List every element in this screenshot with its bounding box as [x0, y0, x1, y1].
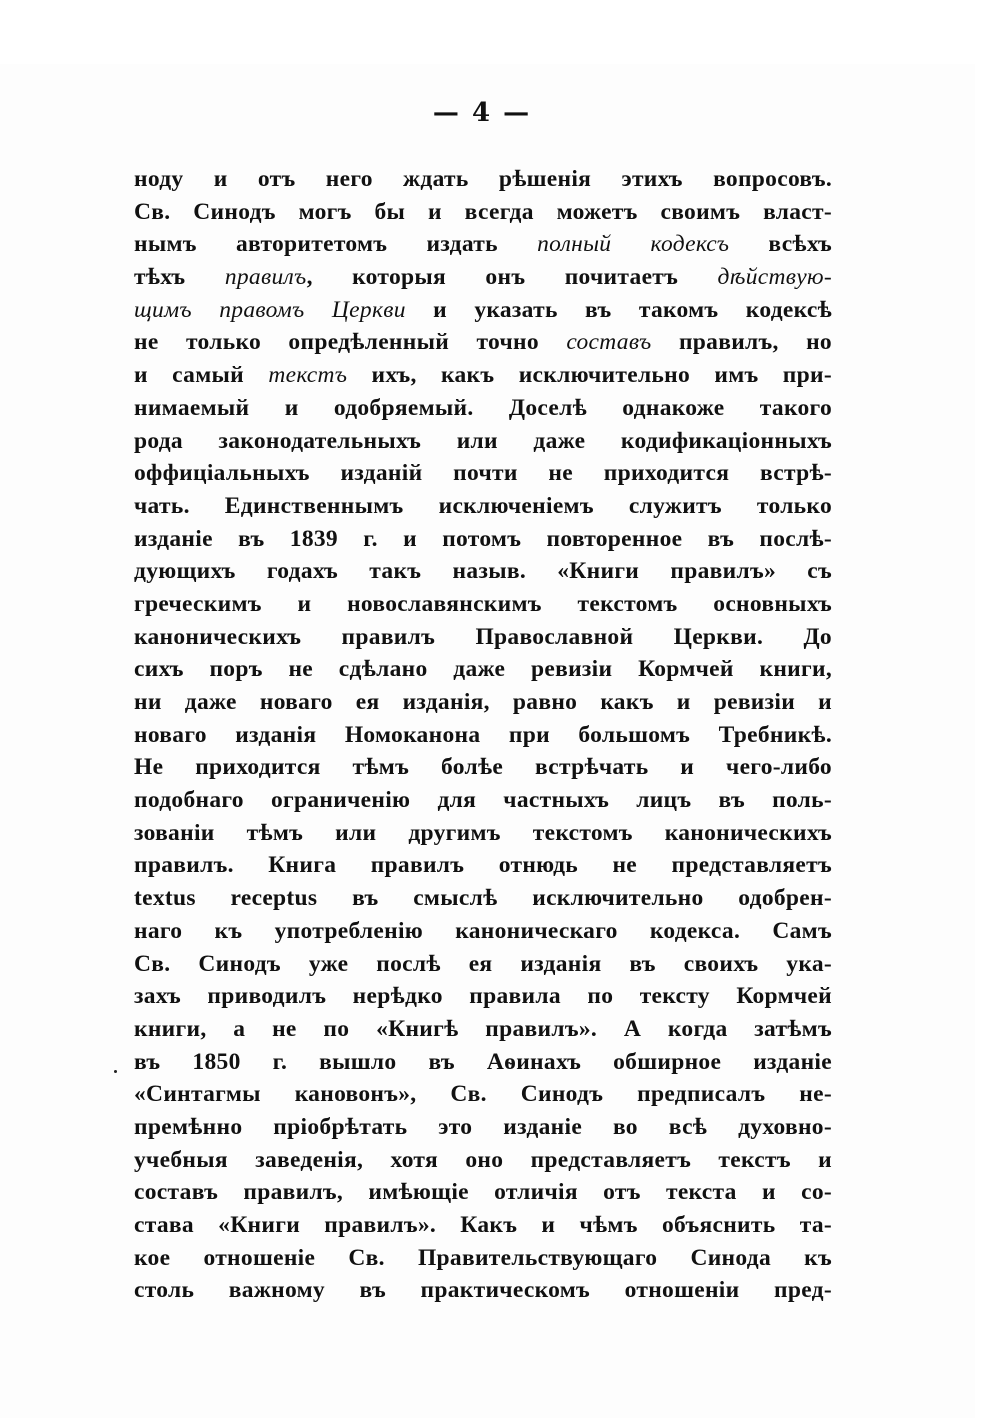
text-line: премѣнно пріобрѣтать это изданіе во всѣ духовно- — [134, 1113, 832, 1140]
text-line: книги, а не по «Книгѣ правилъ». А когда затѣмъ — [134, 1015, 832, 1042]
text-line: кое отношеніе Св. Правительствующаго Синода къ — [134, 1244, 832, 1271]
text-line: ноду и отъ него ждать рѣшенія этихъ вопросовъ. — [134, 166, 832, 192]
text-line: подобнаго ограниченію для частныхъ лицъ въ поль- — [134, 787, 832, 814]
text-line: греческимъ и новославянскимъ текстомъ основныхъ — [134, 590, 832, 617]
text-line: столь важному въ практическомъ отношеніи пред- — [134, 1277, 832, 1304]
text-line: новаго изданія Номоканона при большомъ Требникѣ. — [134, 721, 832, 748]
text-line: правилъ. Книга правилъ отнюдь не представляетъ — [134, 852, 832, 879]
text-line: дующихъ годахъ такъ назыв. «Книги правилъ» съ — [134, 558, 832, 585]
page-number: — 4 — — [432, 98, 532, 128]
text-line: нымъ авторитетомъ издать полный кодексъ всѣхъ — [134, 231, 832, 258]
italic-emphasis: правилъ — [224, 264, 307, 291]
text-line: Св. Синодъ уже послѣ ея изданія въ своихъ ука- — [134, 950, 832, 977]
text-line: чать. Единственнымъ исключеніемъ служитъ только — [134, 492, 832, 519]
text-line: каноническихъ правилъ Православной Церкви. До — [134, 623, 832, 650]
text-line: «Синтагмы кановонъ», Св. Синодъ предписалъ не- — [134, 1081, 832, 1108]
text-line: Не приходится тѣмъ болѣе встрѣчать и чего-либо — [134, 754, 832, 781]
text-line: захъ приводилъ нерѣдко правила по тексту Кормчей — [134, 983, 832, 1010]
text-line: сихъ поръ не сдѣлано даже ревизіи Кормчей книги, — [134, 656, 832, 683]
text-line: Св. Синодъ могъ бы и всегда можетъ своимъ власт- — [134, 198, 832, 225]
text-line: нимаемый и одобряемый. Доселѣ однакоже такого — [134, 394, 832, 421]
text-line: не только опредѣленный точно составъ правилъ, но — [134, 329, 832, 356]
text-line: рода законодательныхъ или даже кодификаціонныхъ — [134, 427, 832, 454]
stray-ink-mark — [114, 1070, 117, 1073]
text-line: составъ правилъ, имѣющіе отличія отъ текста и со- — [134, 1179, 832, 1206]
text-line: оффиціальныхъ изданій почти не приходится встрѣ- — [134, 460, 832, 487]
text-line: ни даже новаго ея изданія, равно какъ и ревизіи и — [134, 689, 832, 715]
text-line: textus receptus въ смыслѣ исключительно одобрен- — [134, 885, 832, 912]
text-line: зованіи тѣмъ или другимъ текстомъ каноническихъ — [134, 819, 832, 846]
text-line: учебныя заведенія, хотя оно представляетъ текстъ и — [134, 1146, 832, 1173]
italic-emphasis: щимъ правомъ Церкви — [134, 296, 406, 323]
text-line: и самый текстъ ихъ, какъ исключительно имъ при- — [134, 362, 832, 389]
italic-emphasis: полный кодексъ — [537, 231, 730, 258]
text-line: става «Книги правилъ». Какъ и чѣмъ объяснить та- — [134, 1212, 832, 1238]
italic-emphasis: составъ — [566, 329, 652, 356]
italic-emphasis: дѣйствую- — [717, 264, 832, 291]
body-text — [134, 163, 832, 1307]
text-line: тѣхъ правилъ, которыя онъ почитаетъ дѣйствую- — [134, 264, 832, 291]
text-line: наго къ употребленію каноническаго кодекса. Самъ — [134, 917, 832, 944]
text-line: изданіе въ 1839 г. и потомъ повторенное въ послѣ- — [134, 525, 832, 552]
italic-emphasis: текстъ — [268, 362, 348, 389]
text-line: щимъ правомъ Церкви и указать въ такомъ кодексѣ — [134, 296, 833, 323]
text-line: въ 1850 г. вышло въ Аѳинахъ обширное изданіе — [134, 1048, 832, 1075]
